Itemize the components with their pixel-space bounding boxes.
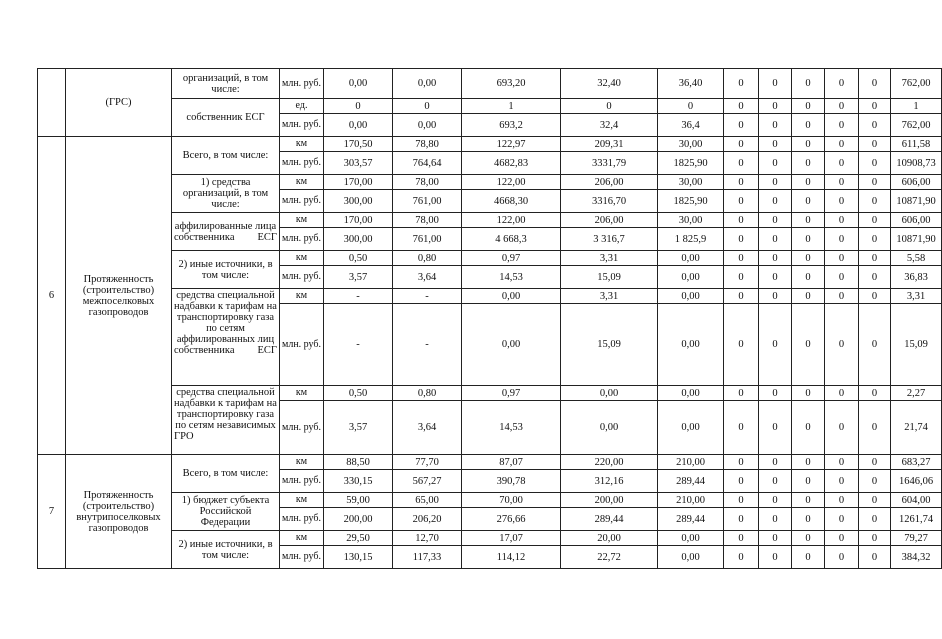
value-cell: 0 (561, 99, 658, 114)
value-cell: 0 (724, 251, 759, 266)
value-cell: 32,4 (561, 114, 658, 137)
value-cell: 0 (859, 228, 891, 251)
value-cell: 0 (759, 251, 792, 266)
value-cell: 0 (724, 455, 759, 470)
value-cell: 761,00 (393, 190, 462, 213)
value-cell: 0 (825, 175, 859, 190)
value-cell: 0 (825, 213, 859, 228)
value-cell: 567,27 (393, 470, 462, 493)
value-cell: 0 (759, 228, 792, 251)
value-cell: 14,53 (462, 266, 561, 289)
table-row (38, 455, 942, 470)
total-cell: 606,00 (891, 213, 942, 228)
unit-cell: км (280, 493, 324, 508)
value-cell: 0 (825, 190, 859, 213)
value-cell: 289,44 (561, 508, 658, 531)
value-cell: 3,64 (393, 401, 462, 455)
value-cell: 200,00 (561, 493, 658, 508)
value-cell: 303,57 (324, 152, 393, 175)
value-cell: 117,33 (393, 546, 462, 569)
value-cell: 3,31 (561, 251, 658, 266)
value-cell: 0,00 (658, 386, 724, 401)
funding-source: 2) иные источники, в том числе: (172, 531, 280, 569)
value-cell: 0 (759, 401, 792, 455)
value-cell: 0 (792, 175, 825, 190)
total-cell: 683,27 (891, 455, 942, 470)
value-cell: 0 (825, 152, 859, 175)
value-cell: 0 (759, 455, 792, 470)
funding-source: аффилированные лица собственника ЕСГ (172, 213, 280, 251)
value-cell: 0 (825, 304, 859, 386)
value-cell: 0 (859, 470, 891, 493)
value-cell: 0,50 (324, 251, 393, 266)
funding-source: 2) иные источники, в том числе: (172, 251, 280, 289)
value-cell: 0,00 (561, 386, 658, 401)
value-cell: 0 (724, 289, 759, 304)
value-cell: 289,44 (658, 508, 724, 531)
table-row (38, 531, 942, 546)
table-row (38, 69, 942, 99)
funding-source: собственник ЕСГ (172, 99, 280, 137)
value-cell: 0 (825, 137, 859, 152)
unit-cell: млн. руб. (280, 266, 324, 289)
value-cell: 0,00 (462, 304, 561, 386)
value-cell: 0 (759, 213, 792, 228)
funding-source: Всего, в том числе: (172, 137, 280, 175)
value-cell: 59,00 (324, 493, 393, 508)
funding-source: организаций, в том числе: (172, 69, 280, 99)
value-cell: 3,57 (324, 401, 393, 455)
value-cell: 0 (724, 266, 759, 289)
value-cell: 0 (825, 470, 859, 493)
value-cell: 122,97 (462, 137, 561, 152)
value-cell: 0 (792, 190, 825, 213)
indicator-name: (ГРС) (66, 69, 172, 137)
value-cell: 30,00 (658, 213, 724, 228)
unit-cell: млн. руб. (280, 114, 324, 137)
value-cell: 693,2 (462, 114, 561, 137)
value-cell: 3 316,7 (561, 228, 658, 251)
value-cell: 0 (825, 508, 859, 531)
value-cell: 210,00 (658, 455, 724, 470)
value-cell: 0 (759, 266, 792, 289)
value-cell: 0 (724, 190, 759, 213)
value-cell: 200,00 (324, 508, 393, 531)
value-cell: 210,00 (658, 493, 724, 508)
table-row (38, 289, 942, 304)
value-cell: 0 (724, 152, 759, 175)
value-cell: 0,00 (658, 289, 724, 304)
value-cell: 0,80 (393, 251, 462, 266)
value-cell: 209,31 (561, 137, 658, 152)
value-cell: 0,00 (561, 401, 658, 455)
value-cell: 0,50 (324, 386, 393, 401)
value-cell: 0 (658, 99, 724, 114)
table-body (38, 69, 942, 569)
value-cell: 0 (393, 99, 462, 114)
value-cell: 0 (825, 386, 859, 401)
value-cell: 14,53 (462, 401, 561, 455)
unit-cell: млн. руб. (280, 508, 324, 531)
table-row (38, 175, 942, 190)
value-cell: 0 (792, 386, 825, 401)
value-cell: 0 (759, 470, 792, 493)
value-cell: 1 825,9 (658, 228, 724, 251)
value-cell: 0 (724, 213, 759, 228)
value-cell: 0 (792, 213, 825, 228)
value-cell: 0 (724, 508, 759, 531)
value-cell: 0 (759, 531, 792, 546)
value-cell: 0 (792, 114, 825, 137)
total-cell: 21,74 (891, 401, 942, 455)
value-cell: 276,66 (462, 508, 561, 531)
value-cell: 0,00 (462, 289, 561, 304)
total-cell: 2,27 (891, 386, 942, 401)
unit-cell: км (280, 175, 324, 190)
investment-table (37, 68, 942, 569)
unit-cell: млн. руб. (280, 470, 324, 493)
value-cell: 0 (792, 493, 825, 508)
value-cell: 0 (759, 99, 792, 114)
funding-source: 1) бюджет субъекта Российской Федерации (172, 493, 280, 531)
value-cell: 0 (759, 137, 792, 152)
value-cell: 0 (759, 508, 792, 531)
value-cell: 12,70 (393, 531, 462, 546)
value-cell: 32,40 (561, 69, 658, 99)
value-cell: 170,00 (324, 213, 393, 228)
table-row (38, 493, 942, 508)
value-cell: 3,57 (324, 266, 393, 289)
value-cell: 289,44 (658, 470, 724, 493)
value-cell: 17,07 (462, 531, 561, 546)
value-cell: 0 (724, 531, 759, 546)
row-number: 6 (38, 137, 66, 455)
value-cell: 0 (825, 69, 859, 99)
unit-cell: км (280, 251, 324, 266)
value-cell: 0,00 (658, 251, 724, 266)
value-cell: 0 (825, 99, 859, 114)
value-cell: 0,00 (658, 304, 724, 386)
unit-cell: млн. руб. (280, 401, 324, 455)
unit-cell: км (280, 289, 324, 304)
row-number: 7 (38, 455, 66, 569)
unit-cell: млн. руб. (280, 190, 324, 213)
value-cell: 206,00 (561, 175, 658, 190)
value-cell: 761,00 (393, 228, 462, 251)
table-row (38, 251, 942, 266)
value-cell: 3331,79 (561, 152, 658, 175)
value-cell: 0 (859, 289, 891, 304)
value-cell: 0 (324, 99, 393, 114)
value-cell: 693,20 (462, 69, 561, 99)
value-cell: 0 (759, 69, 792, 99)
value-cell: 0,00 (658, 531, 724, 546)
value-cell: 0 (759, 114, 792, 137)
row-number (38, 69, 66, 137)
total-cell: 10871,90 (891, 190, 942, 213)
value-cell: 22,72 (561, 546, 658, 569)
unit-cell: км (280, 386, 324, 401)
table-row (38, 213, 942, 228)
value-cell: 0 (859, 304, 891, 386)
value-cell: 78,00 (393, 175, 462, 190)
value-cell: 0 (859, 137, 891, 152)
value-cell: 4682,83 (462, 152, 561, 175)
value-cell: 0 (759, 386, 792, 401)
unit-cell: км (280, 531, 324, 546)
indicator-name: Протяженность (строительство) внутрипоселковых газопроводов (66, 455, 172, 569)
value-cell: 3,64 (393, 266, 462, 289)
value-cell: 65,00 (393, 493, 462, 508)
value-cell: 0 (792, 251, 825, 266)
value-cell: 0 (859, 401, 891, 455)
funding-source: средства специальной надбавки к тарифам на транспортировку газа по сетям аффилированных лиц собственника ЕСГ (172, 289, 280, 386)
value-cell: 0 (792, 546, 825, 569)
value-cell: 0 (859, 251, 891, 266)
value-cell: 0 (724, 470, 759, 493)
value-cell: 170,00 (324, 175, 393, 190)
value-cell: 0 (759, 493, 792, 508)
value-cell: 0,00 (658, 266, 724, 289)
value-cell: 0 (724, 228, 759, 251)
value-cell: 0 (825, 531, 859, 546)
value-cell: 0 (724, 493, 759, 508)
total-cell: 79,27 (891, 531, 942, 546)
value-cell: 0 (859, 508, 891, 531)
value-cell: 0 (759, 190, 792, 213)
unit-cell: млн. руб. (280, 304, 324, 386)
value-cell: 0 (825, 228, 859, 251)
total-cell: 5,58 (891, 251, 942, 266)
value-cell: 206,00 (561, 213, 658, 228)
value-cell: 70,00 (462, 493, 561, 508)
unit-cell: млн. руб. (280, 546, 324, 569)
value-cell: 0 (792, 266, 825, 289)
total-cell: 1261,74 (891, 508, 942, 531)
value-cell: 0 (759, 304, 792, 386)
value-cell: 0 (724, 401, 759, 455)
value-cell: 0 (859, 69, 891, 99)
value-cell: 0,00 (658, 546, 724, 569)
value-cell: 0 (825, 493, 859, 508)
total-cell: 10908,73 (891, 152, 942, 175)
funding-source: средства специальной надбавки к тарифам на транспортировку газа по сетям независимых ГРО (172, 386, 280, 455)
value-cell: 0,00 (324, 114, 393, 137)
value-cell: 330,15 (324, 470, 393, 493)
value-cell: 3,31 (561, 289, 658, 304)
value-cell: 0 (825, 266, 859, 289)
total-cell: 762,00 (891, 114, 942, 137)
value-cell: 0 (825, 546, 859, 569)
value-cell: 0 (792, 304, 825, 386)
value-cell: 36,4 (658, 114, 724, 137)
value-cell: 0 (724, 386, 759, 401)
value-cell: 0 (724, 114, 759, 137)
value-cell: 0 (724, 69, 759, 99)
value-cell: 0 (759, 152, 792, 175)
value-cell: 390,78 (462, 470, 561, 493)
unit-cell: млн. руб. (280, 152, 324, 175)
value-cell: - (324, 289, 393, 304)
value-cell: 29,50 (324, 531, 393, 546)
value-cell: 87,07 (462, 455, 561, 470)
value-cell: 0 (859, 266, 891, 289)
value-cell: 0,97 (462, 251, 561, 266)
value-cell: 0 (859, 99, 891, 114)
value-cell: 0 (759, 175, 792, 190)
value-cell: 0,97 (462, 386, 561, 401)
value-cell: - (393, 289, 462, 304)
unit-cell: млн. руб. (280, 69, 324, 99)
value-cell: 0 (825, 401, 859, 455)
value-cell: 206,20 (393, 508, 462, 531)
value-cell: 122,00 (462, 213, 561, 228)
value-cell: 114,12 (462, 546, 561, 569)
value-cell: 0 (859, 213, 891, 228)
value-cell: 220,00 (561, 455, 658, 470)
value-cell: 0 (825, 455, 859, 470)
value-cell: 0,00 (324, 69, 393, 99)
value-cell: 77,70 (393, 455, 462, 470)
value-cell: 0 (792, 228, 825, 251)
value-cell: 0 (859, 152, 891, 175)
value-cell: 0,00 (658, 401, 724, 455)
value-cell: 130,15 (324, 546, 393, 569)
value-cell: 170,50 (324, 137, 393, 152)
value-cell: 0 (792, 152, 825, 175)
total-cell: 606,00 (891, 175, 942, 190)
table-row (38, 99, 942, 114)
value-cell: 20,00 (561, 531, 658, 546)
value-cell: 0 (792, 531, 825, 546)
total-cell: 36,83 (891, 266, 942, 289)
table-row (38, 386, 942, 401)
value-cell: 1 (462, 99, 561, 114)
table-row (38, 137, 942, 152)
value-cell: 0 (859, 455, 891, 470)
value-cell: 15,09 (561, 266, 658, 289)
unit-cell: млн. руб. (280, 228, 324, 251)
value-cell: 0 (825, 251, 859, 266)
value-cell: 0 (859, 175, 891, 190)
total-cell: 762,00 (891, 69, 942, 99)
value-cell: 0 (792, 137, 825, 152)
value-cell: 0 (724, 175, 759, 190)
value-cell: 0 (792, 508, 825, 531)
value-cell: 122,00 (462, 175, 561, 190)
value-cell: 0 (792, 69, 825, 99)
value-cell: 0 (825, 114, 859, 137)
value-cell: 0 (759, 289, 792, 304)
total-cell: 604,00 (891, 493, 942, 508)
unit-cell: км (280, 137, 324, 152)
total-cell: 384,32 (891, 546, 942, 569)
value-cell: 0 (859, 546, 891, 569)
value-cell: 0 (859, 386, 891, 401)
value-cell: 0 (724, 137, 759, 152)
unit-cell: км (280, 455, 324, 470)
value-cell: 4668,30 (462, 190, 561, 213)
value-cell: 0 (792, 401, 825, 455)
total-cell: 1 (891, 99, 942, 114)
value-cell: 0 (859, 114, 891, 137)
value-cell: 30,00 (658, 175, 724, 190)
value-cell: 0 (759, 546, 792, 569)
value-cell: 1825,90 (658, 190, 724, 213)
value-cell: - (393, 304, 462, 386)
value-cell: 78,80 (393, 137, 462, 152)
value-cell: 0 (792, 470, 825, 493)
total-cell: 1646,06 (891, 470, 942, 493)
value-cell: 0,00 (393, 69, 462, 99)
unit-cell: ед. (280, 99, 324, 114)
total-cell: 15,09 (891, 304, 942, 386)
value-cell: 0,00 (393, 114, 462, 137)
value-cell: 312,16 (561, 470, 658, 493)
value-cell: - (324, 304, 393, 386)
unit-cell: км (280, 213, 324, 228)
value-cell: 0 (792, 99, 825, 114)
value-cell: 3316,70 (561, 190, 658, 213)
value-cell: 0 (859, 493, 891, 508)
value-cell: 0 (724, 304, 759, 386)
value-cell: 0 (859, 531, 891, 546)
value-cell: 0 (724, 546, 759, 569)
value-cell: 0 (859, 190, 891, 213)
value-cell: 0,80 (393, 386, 462, 401)
funding-source: Всего, в том числе: (172, 455, 280, 493)
value-cell: 764,64 (393, 152, 462, 175)
value-cell: 0 (825, 289, 859, 304)
value-cell: 4 668,3 (462, 228, 561, 251)
value-cell: 0 (724, 99, 759, 114)
value-cell: 30,00 (658, 137, 724, 152)
value-cell: 0 (792, 455, 825, 470)
funding-source: 1) средства организаций, в том числе: (172, 175, 280, 213)
value-cell: 36,40 (658, 69, 724, 99)
value-cell: 300,00 (324, 190, 393, 213)
indicator-name: Протяженность (строительство) межпоселковых газопроводов (66, 137, 172, 455)
value-cell: 15,09 (561, 304, 658, 386)
value-cell: 78,00 (393, 213, 462, 228)
value-cell: 0 (792, 289, 825, 304)
value-cell: 1825,90 (658, 152, 724, 175)
total-cell: 10871,90 (891, 228, 942, 251)
value-cell: 88,50 (324, 455, 393, 470)
total-cell: 3,31 (891, 289, 942, 304)
total-cell: 611,58 (891, 137, 942, 152)
value-cell: 300,00 (324, 228, 393, 251)
